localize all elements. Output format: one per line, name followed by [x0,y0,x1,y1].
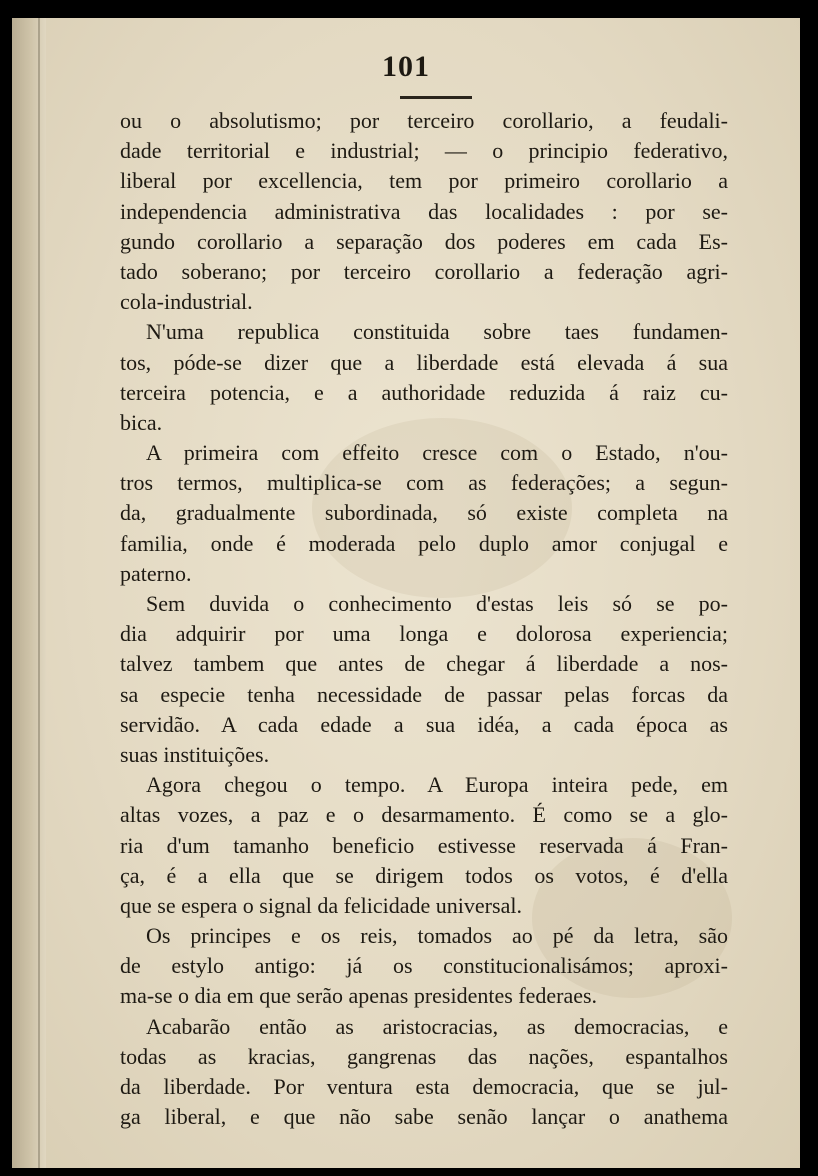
text-line: A primeira com effeito cresce com o Estado, n'ou- [146,440,728,466]
text-line: paterno. [120,560,192,586]
text-line: que se espera o signal da felicidade universal. [120,892,522,918]
text-line: tado soberano; por terceiro corollario a federação agri- [120,258,728,284]
text-line: bica. [120,409,163,435]
text-line: Sem duvida o conhecimento d'estas leis só se po- [146,591,728,616]
text-line: ga liberal, e que não sabe senão lançar o anathema [120,1104,728,1130]
text-line: gundo corollario a separação dos poderes em cada Es- [120,228,728,254]
text-line: cola-industrial. [120,289,253,315]
text-line: terceira potencia, e a authoridade reduzida á raiz cu- [120,379,728,405]
book-page [12,18,800,1168]
header-rule [400,96,472,99]
text-line: ça, é a ella que se dirigem todos os votos, é d'ella [120,862,728,888]
text-line: independencia administrativa das localidades : por se- [120,198,728,224]
text-line: todas as kracias, gangrenas das nações, espantalhos [120,1043,728,1069]
page-gutter [12,18,46,1168]
text-line: tos, póde-se dizer que a liberdade está elevada á sua [120,349,728,375]
text-line: ma-se o dia em que serão apenas presidentes federaes. [120,983,598,1009]
text-line: sa especie tenha necessidade de passar pelas forcas da [120,681,728,707]
text-line: tros termos, multiplica-se com as federações; a segun- [120,470,728,496]
text-line: da liberdade. Por ventura esta democracia, que se jul- [120,1074,728,1099]
text-line: talvez tambem que antes de chegar á liberdade a nos- [120,651,728,677]
text-line: dia adquirir por uma longa e dolorosa experiencia; [120,621,728,647]
text-line: Acabarão então as aristocracias, as democracias, e [146,1013,728,1039]
text-line: altas vozes, a paz e o desarmamento. É como se a glo- [120,802,728,828]
text-line: familia, onde é moderada pelo duplo amor conjugal e [120,530,728,556]
text-line: Agora chegou o tempo. A Europa inteira pede, em [146,772,728,798]
text-line: suas instituições. [120,741,270,767]
body-text [120,106,728,1132]
text-line: servidão. A cada edade a sua idéa, a cada época as [120,711,728,737]
text-line: de estylo antigo: já os constitucionalisámos; aproxi- [120,953,728,979]
page-number: 101 [382,50,430,83]
text-line: dade territorial e industrial; — o principio federativo, [120,138,728,164]
text-line: Os principes e os reis, tomados ao pé da letra, são [146,923,728,949]
text-line: ria d'um tamanho beneficio estivesse reservada á Fran- [120,832,728,858]
text-line: ou o absolutismo; por terceiro corollario, a feudali- [120,108,728,133]
text-line: N'uma republica constituida sobre taes fundamen- [146,319,728,345]
binding-line [38,18,40,1168]
text-line: da, gradualmente subordinada, só existe completa na [120,500,728,526]
text-line: liberal por excellencia, tem por primeiro corollario a [120,168,728,194]
